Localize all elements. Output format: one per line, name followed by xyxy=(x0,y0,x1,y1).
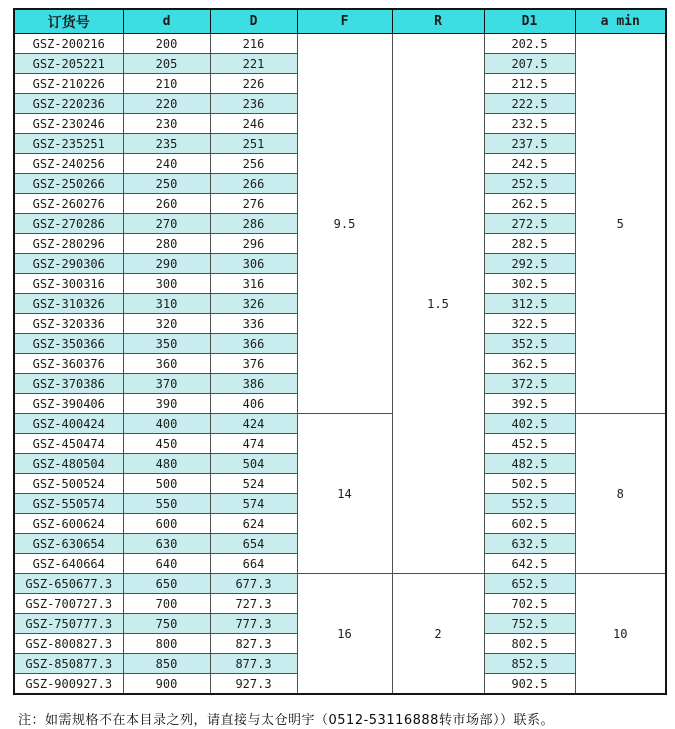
D-cell: 251 xyxy=(210,134,297,154)
d1-cell: 262.5 xyxy=(484,194,575,214)
table-header xyxy=(14,9,666,34)
d-cell: 320 xyxy=(123,314,210,334)
D-cell: 727.3 xyxy=(210,594,297,614)
D-cell: 336 xyxy=(210,314,297,334)
order-no-cell: GSZ-500524 xyxy=(14,474,123,494)
d1-cell: 212.5 xyxy=(484,74,575,94)
d1-cell: 282.5 xyxy=(484,234,575,254)
d-cell: 900 xyxy=(123,674,210,695)
order-no-cell: GSZ-290306 xyxy=(14,254,123,274)
d1-cell: 642.5 xyxy=(484,554,575,574)
D-cell: 654 xyxy=(210,534,297,554)
d1-cell: 312.5 xyxy=(484,294,575,314)
d1-cell: 452.5 xyxy=(484,434,575,454)
f-merged-cell: 14 xyxy=(297,414,392,574)
order-no-cell: GSZ-550574 xyxy=(14,494,123,514)
D-cell: 524 xyxy=(210,474,297,494)
D-cell: 777.3 xyxy=(210,614,297,634)
d1-cell: 702.5 xyxy=(484,594,575,614)
d-cell: 630 xyxy=(123,534,210,554)
D-cell: 504 xyxy=(210,454,297,474)
D-cell: 376 xyxy=(210,354,297,374)
d1-cell: 402.5 xyxy=(484,414,575,434)
d-cell: 230 xyxy=(123,114,210,134)
D-cell: 406 xyxy=(210,394,297,414)
d-cell: 800 xyxy=(123,634,210,654)
table-row xyxy=(14,34,666,54)
d1-cell: 852.5 xyxy=(484,654,575,674)
d-cell: 390 xyxy=(123,394,210,414)
D-cell: 236 xyxy=(210,94,297,114)
D-cell: 216 xyxy=(210,34,297,54)
order-no-cell: GSZ-400424 xyxy=(14,414,123,434)
table-body xyxy=(14,34,666,695)
d-cell: 260 xyxy=(123,194,210,214)
f-merged-cell: 9.5 xyxy=(297,34,392,414)
d1-cell: 502.5 xyxy=(484,474,575,494)
D-cell: 316 xyxy=(210,274,297,294)
d1-cell: 202.5 xyxy=(484,34,575,54)
order-no-cell: GSZ-900927.3 xyxy=(14,674,123,695)
D-cell: 574 xyxy=(210,494,297,514)
D-cell: 266 xyxy=(210,174,297,194)
a-min-merged-cell: 10 xyxy=(575,574,666,695)
order-no-cell: GSZ-310326 xyxy=(14,294,123,314)
d1-cell: 322.5 xyxy=(484,314,575,334)
D-cell: 927.3 xyxy=(210,674,297,695)
d-cell: 220 xyxy=(123,94,210,114)
d-cell: 650 xyxy=(123,574,210,594)
d1-cell: 902.5 xyxy=(484,674,575,695)
d1-cell: 602.5 xyxy=(484,514,575,534)
order-no-cell: GSZ-300316 xyxy=(14,274,123,294)
d1-cell: 237.5 xyxy=(484,134,575,154)
d-cell: 480 xyxy=(123,454,210,474)
order-no-cell: GSZ-360376 xyxy=(14,354,123,374)
order-no-cell: GSZ-205221 xyxy=(14,54,123,74)
order-no-cell: GSZ-750777.3 xyxy=(14,614,123,634)
d-cell: 450 xyxy=(123,434,210,454)
d-cell: 200 xyxy=(123,34,210,54)
order-no-cell: GSZ-230246 xyxy=(14,114,123,134)
order-no-cell: GSZ-350366 xyxy=(14,334,123,354)
D-cell: 326 xyxy=(210,294,297,314)
header-row xyxy=(14,9,666,34)
d-cell: 300 xyxy=(123,274,210,294)
order-no-cell: GSZ-370386 xyxy=(14,374,123,394)
order-no-cell: GSZ-800827.3 xyxy=(14,634,123,654)
r-merged-cell: 2 xyxy=(392,574,484,695)
header-cell-d: d xyxy=(123,9,210,34)
d-cell: 750 xyxy=(123,614,210,634)
d1-cell: 252.5 xyxy=(484,174,575,194)
r-merged-cell: 1.5 xyxy=(392,34,484,574)
order-no-cell: GSZ-390406 xyxy=(14,394,123,414)
d1-cell: 372.5 xyxy=(484,374,575,394)
order-no-cell: GSZ-210226 xyxy=(14,74,123,94)
order-no-cell: GSZ-700727.3 xyxy=(14,594,123,614)
D-cell: 386 xyxy=(210,374,297,394)
order-no-cell: GSZ-320336 xyxy=(14,314,123,334)
d-cell: 400 xyxy=(123,414,210,434)
header-cell-D: D xyxy=(210,9,297,34)
d-cell: 205 xyxy=(123,54,210,74)
D-cell: 877.3 xyxy=(210,654,297,674)
table-row xyxy=(14,574,666,594)
D-cell: 624 xyxy=(210,514,297,534)
spec-table xyxy=(13,8,667,695)
d-cell: 290 xyxy=(123,254,210,274)
order-no-cell: GSZ-600624 xyxy=(14,514,123,534)
header-cell-R: R xyxy=(392,9,484,34)
d-cell: 360 xyxy=(123,354,210,374)
a-min-merged-cell: 8 xyxy=(575,414,666,574)
header-cell-F: F xyxy=(297,9,392,34)
d-cell: 600 xyxy=(123,514,210,534)
D-cell: 296 xyxy=(210,234,297,254)
d-cell: 250 xyxy=(123,174,210,194)
D-cell: 246 xyxy=(210,114,297,134)
d-cell: 550 xyxy=(123,494,210,514)
d1-cell: 352.5 xyxy=(484,334,575,354)
d1-cell: 802.5 xyxy=(484,634,575,654)
footnote: 注：如需规格不在本目录之列，请直接与太仓明宇（0512-53116888转市场部））联系。 xyxy=(18,713,554,728)
table-row xyxy=(14,414,666,434)
d1-cell: 302.5 xyxy=(484,274,575,294)
D-cell: 664 xyxy=(210,554,297,574)
d-cell: 640 xyxy=(123,554,210,574)
d1-cell: 632.5 xyxy=(484,534,575,554)
order-no-cell: GSZ-235251 xyxy=(14,134,123,154)
order-no-cell: GSZ-280296 xyxy=(14,234,123,254)
order-no-cell: GSZ-250266 xyxy=(14,174,123,194)
a-min-merged-cell: 5 xyxy=(575,34,666,414)
D-cell: 424 xyxy=(210,414,297,434)
order-no-cell: GSZ-270286 xyxy=(14,214,123,234)
d1-cell: 362.5 xyxy=(484,354,575,374)
d1-cell: 652.5 xyxy=(484,574,575,594)
d1-cell: 752.5 xyxy=(484,614,575,634)
d-cell: 270 xyxy=(123,214,210,234)
d-cell: 850 xyxy=(123,654,210,674)
order-no-cell: GSZ-480504 xyxy=(14,454,123,474)
D-cell: 221 xyxy=(210,54,297,74)
d-cell: 370 xyxy=(123,374,210,394)
order-no-cell: GSZ-650677.3 xyxy=(14,574,123,594)
header-cell-order-no: 订货号 xyxy=(14,9,123,34)
D-cell: 226 xyxy=(210,74,297,94)
order-no-cell: GSZ-630654 xyxy=(14,534,123,554)
order-no-cell: GSZ-850877.3 xyxy=(14,654,123,674)
d-cell: 240 xyxy=(123,154,210,174)
D-cell: 256 xyxy=(210,154,297,174)
D-cell: 474 xyxy=(210,434,297,454)
d1-cell: 392.5 xyxy=(484,394,575,414)
order-no-cell: GSZ-260276 xyxy=(14,194,123,214)
d-cell: 500 xyxy=(123,474,210,494)
d-cell: 235 xyxy=(123,134,210,154)
d1-cell: 272.5 xyxy=(484,214,575,234)
d1-cell: 242.5 xyxy=(484,154,575,174)
d-cell: 700 xyxy=(123,594,210,614)
d1-cell: 552.5 xyxy=(484,494,575,514)
d1-cell: 232.5 xyxy=(484,114,575,134)
order-no-cell: GSZ-200216 xyxy=(14,34,123,54)
D-cell: 306 xyxy=(210,254,297,274)
order-no-cell: GSZ-220236 xyxy=(14,94,123,114)
d-cell: 280 xyxy=(123,234,210,254)
header-cell-D1: D1 xyxy=(484,9,575,34)
D-cell: 286 xyxy=(210,214,297,234)
D-cell: 366 xyxy=(210,334,297,354)
D-cell: 276 xyxy=(210,194,297,214)
d1-cell: 207.5 xyxy=(484,54,575,74)
D-cell: 677.3 xyxy=(210,574,297,594)
D-cell: 827.3 xyxy=(210,634,297,654)
d1-cell: 482.5 xyxy=(484,454,575,474)
f-merged-cell: 16 xyxy=(297,574,392,695)
header-cell-a-min: a min xyxy=(575,9,666,34)
d-cell: 350 xyxy=(123,334,210,354)
d-cell: 210 xyxy=(123,74,210,94)
d-cell: 310 xyxy=(123,294,210,314)
order-no-cell: GSZ-640664 xyxy=(14,554,123,574)
order-no-cell: GSZ-240256 xyxy=(14,154,123,174)
d1-cell: 292.5 xyxy=(484,254,575,274)
order-no-cell: GSZ-450474 xyxy=(14,434,123,454)
d1-cell: 222.5 xyxy=(484,94,575,114)
